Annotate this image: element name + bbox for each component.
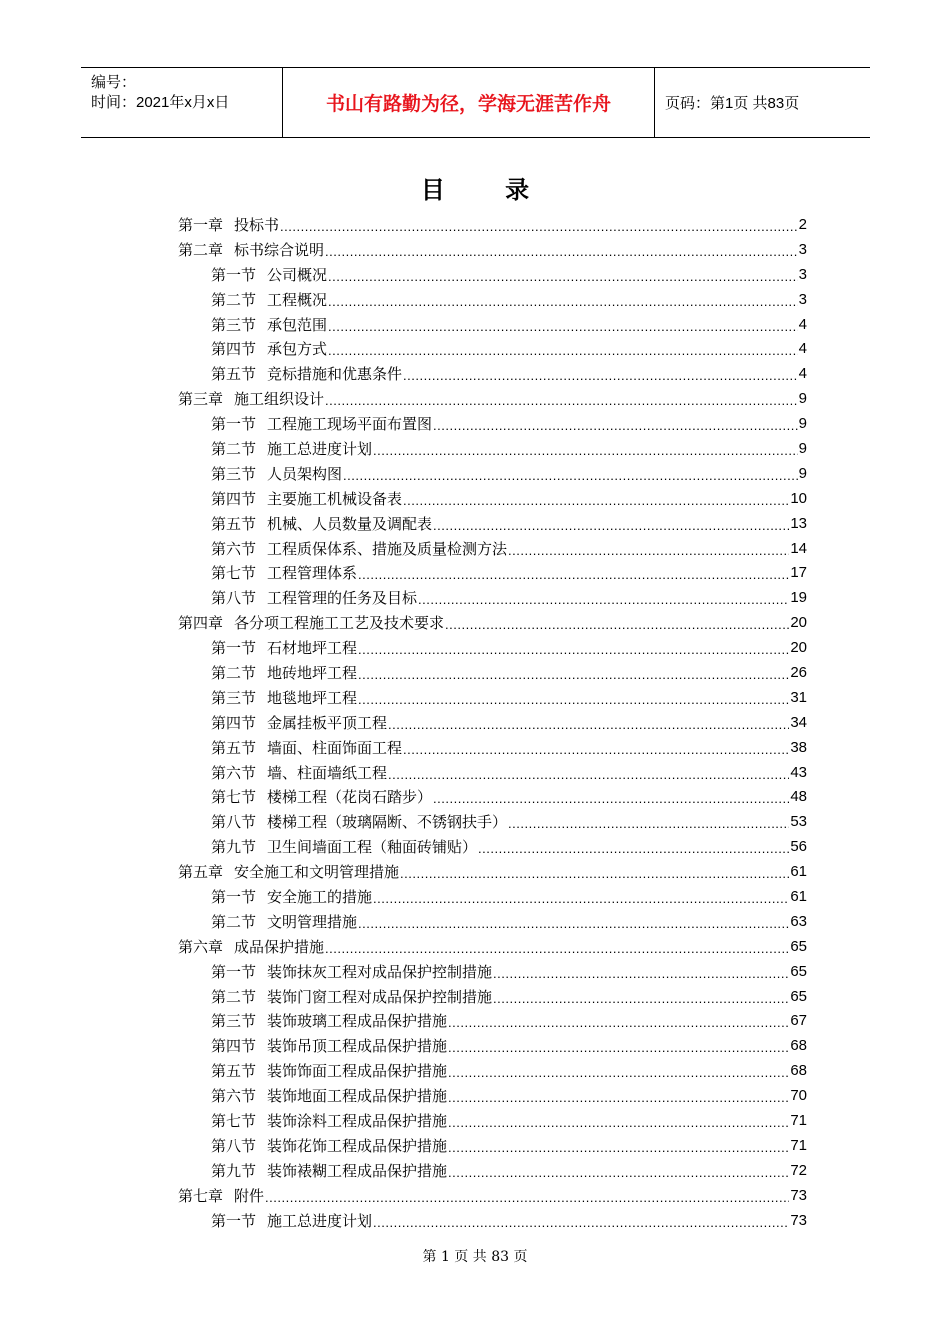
toc-section-entry[interactable] [178, 536, 807, 561]
toc-entry-page: 65 [790, 937, 807, 955]
toc-leader-dots [358, 692, 789, 707]
toc-entry-number: 第九节 [211, 838, 257, 857]
toc-leader-dots [478, 841, 789, 856]
toc-entry-title: 标书综合说明 [234, 240, 325, 259]
toc-entry-page: 17 [790, 564, 807, 582]
toc-leader-dots [328, 294, 798, 309]
toc-chapter-entry[interactable] [178, 237, 807, 262]
toc-entry-page: 68 [790, 1062, 807, 1080]
toc-entry-number: 第二节 [211, 912, 257, 931]
toc-leader-dots [325, 244, 798, 259]
toc-section-entry[interactable] [178, 585, 807, 610]
toc-section-entry[interactable] [178, 511, 807, 536]
time-label: 时间：2021年x月x日 [91, 94, 230, 111]
toc-entry-page: 9 [798, 415, 807, 433]
toc-section-entry[interactable] [178, 1033, 807, 1058]
toc-entry-page: 10 [790, 489, 807, 507]
toc-leader-dots [418, 592, 789, 607]
toc-entry-page: 9 [798, 464, 807, 482]
toc-entry-page: 2 [798, 215, 807, 233]
toc-leader-dots [448, 1090, 789, 1105]
toc-entry-title: 施工组织设计 [234, 390, 325, 409]
toc-leader-dots [448, 1040, 789, 1055]
toc-section-entry[interactable] [178, 760, 807, 785]
toc-entry-number: 第七节 [211, 1112, 257, 1130]
toc-entry-page: 73 [790, 1186, 807, 1204]
toc-entry-number: 第三节 [211, 1012, 257, 1031]
toc-entry-number: 第六节 [211, 763, 257, 782]
toc-section-entry[interactable] [178, 336, 807, 361]
header-page-label: 页码：第1页 共83页 [665, 95, 800, 112]
toc-entry-page: 63 [790, 912, 807, 930]
toc-entry-page: 71 [790, 1112, 807, 1129]
toc-entry-page: 3 [798, 290, 807, 308]
toc-entry-number: 第七节 [211, 788, 257, 807]
toc-entry-page: 4 [798, 315, 807, 333]
toc-section-entry[interactable] [178, 959, 807, 984]
toc-entry-title: 墙面、柱面饰面工程 [267, 738, 403, 757]
toc-entry-title: 承包范围 [267, 315, 328, 334]
toc-entry-title: 装饰涂料工程成品保护措施 [267, 1112, 448, 1130]
toc-entry-title: 施工总进度计划 [267, 1211, 373, 1230]
toc-entry-page: 34 [790, 713, 807, 731]
toc-entry-number: 第二章 [178, 240, 224, 259]
toc-section-entry[interactable] [178, 710, 807, 735]
toc-entry-page: 9 [798, 439, 807, 457]
toc-leader-dots [373, 891, 789, 906]
toc-entry-page: 31 [790, 688, 807, 706]
toc-entry-number: 第一节 [211, 639, 257, 658]
toc-entry-number: 第九节 [211, 1161, 257, 1180]
toc-entry-number: 第一节 [211, 1211, 257, 1230]
toc-entry-page: 72 [790, 1161, 807, 1179]
toc-section-entry[interactable] [178, 312, 807, 337]
toc-entry-page: 68 [790, 1037, 807, 1055]
toc-leader-dots [373, 443, 798, 458]
toc-entry-number: 第二节 [211, 663, 257, 682]
toc-section-entry[interactable] [178, 560, 807, 585]
toc-section-entry[interactable] [178, 262, 807, 287]
toc-section-entry[interactable] [178, 1083, 807, 1108]
toc-section-entry[interactable] [178, 1009, 807, 1034]
toc-entry-number: 第四节 [211, 489, 257, 508]
toc-leader-dots [508, 816, 789, 831]
page-title: 目 录 [420, 176, 556, 204]
toc-section-entry[interactable] [178, 809, 807, 834]
toc-leader-dots [445, 617, 789, 632]
toc-leader-dots [373, 1215, 789, 1230]
toc-leader-dots [508, 543, 789, 558]
toc-entry-title: 墙、柱面墙纸工程 [267, 763, 388, 782]
toc-entry-title: 人员架构图 [267, 464, 343, 483]
toc-entry-title: 工程质保体系、措施及质量检测方法 [267, 539, 508, 558]
header-motto: 书山有路勤为径，学海无涯苦作舟 [282, 68, 655, 137]
toc-entry-number: 第二节 [211, 290, 257, 309]
toc-leader-dots [358, 667, 789, 682]
toc-section-entry[interactable] [178, 984, 807, 1009]
toc-entry-number: 第五节 [211, 514, 257, 533]
toc-entry-title: 金属挂板平顶工程 [267, 713, 388, 732]
toc-chapter-entry[interactable] [178, 610, 807, 635]
toc-leader-dots [358, 642, 789, 657]
toc-entry-page: 9 [798, 390, 807, 408]
toc-entry-title: 装饰地面工程成品保护措施 [267, 1087, 448, 1106]
toc-entry-page: 4 [798, 365, 807, 383]
toc-leader-dots [325, 393, 798, 408]
toc-leader-dots [358, 916, 789, 931]
toc-entry-title: 安全施工和文明管理措施 [234, 863, 400, 882]
toc-chapter-entry[interactable] [178, 1183, 807, 1208]
toc-leader-dots [328, 269, 798, 284]
toc-section-entry[interactable] [178, 1058, 807, 1083]
toc-section-entry[interactable] [178, 436, 807, 461]
toc-entry-title: 成品保护措施 [234, 937, 325, 956]
toc-section-entry[interactable] [178, 1208, 807, 1233]
toc-entry-title: 楼梯工程（玻璃隔断、不锈钢扶手） [267, 813, 508, 832]
toc-leader-dots [493, 991, 789, 1006]
toc-entry-page: 73 [790, 1211, 807, 1229]
toc-entry-page: 48 [790, 788, 807, 806]
toc-section-entry[interactable] [178, 411, 807, 436]
toc-entry-number: 第一节 [211, 415, 257, 434]
toc-entry-number: 第三节 [211, 464, 257, 483]
toc-leader-dots [403, 368, 798, 383]
toc-chapter-entry[interactable] [178, 212, 807, 237]
toc-leader-dots [433, 518, 789, 533]
toc-entry-title: 地砖地坪工程 [267, 663, 358, 682]
toc-section-entry[interactable] [178, 784, 807, 809]
toc-entry-number: 第六节 [211, 539, 257, 558]
toc-entry-title: 文明管理措施 [267, 912, 358, 931]
toc-entry-title: 竞标措施和优惠条件 [267, 365, 403, 384]
toc-section-entry[interactable] [178, 361, 807, 386]
toc-entry-number: 第八节 [211, 1136, 257, 1155]
toc-entry-title: 工程管理体系 [267, 564, 358, 583]
toc-entry-title: 附件 [234, 1186, 265, 1205]
toc-entry-page: 65 [790, 987, 807, 1005]
toc-entry-title: 工程概况 [267, 290, 328, 309]
toc-leader-dots [433, 791, 789, 806]
toc-entry-title: 装饰吊顶工程成品保护措施 [267, 1037, 448, 1056]
toc-entry-title: 施工总进度计划 [267, 439, 373, 458]
toc-entry-title: 承包方式 [267, 340, 328, 359]
toc-entry-number: 第四节 [211, 1037, 257, 1056]
toc-leader-dots [448, 1165, 789, 1180]
toc-leader-dots [388, 717, 789, 732]
toc-entry-title: 机械、人员数量及调配表 [267, 514, 433, 533]
toc-entry-number: 第三节 [211, 315, 257, 334]
toc-entry-title: 楼梯工程（花岗石踏步） [267, 788, 433, 807]
toc-entry-number: 第二节 [211, 987, 257, 1006]
toc-section-entry[interactable] [178, 660, 807, 685]
toc-entry-number: 第五节 [211, 738, 257, 757]
toc-entry-page: 14 [790, 539, 807, 557]
toc-entry-number: 第三章 [178, 390, 224, 409]
toc-entry-number: 第一节 [211, 887, 257, 906]
toc-entry-page: 56 [790, 838, 807, 856]
toc-leader-dots [280, 219, 798, 234]
toc-entry-page: 26 [790, 663, 807, 681]
toc-leader-dots [328, 343, 798, 358]
toc-entry-title: 地毯地坪工程 [267, 688, 358, 707]
toc-leader-dots [403, 493, 789, 508]
toc-entry-number: 第四节 [211, 340, 257, 359]
toc-entry-title: 装饰花饰工程成品保护措施 [267, 1136, 448, 1155]
toc-chapter-entry[interactable] [178, 386, 807, 411]
toc-entry-number: 第七节 [211, 564, 257, 583]
toc-entry-page: 4 [798, 340, 807, 358]
toc-entry-number: 第四章 [178, 614, 224, 633]
table-of-contents [178, 212, 807, 1233]
toc-leader-dots [448, 1065, 789, 1080]
toc-entry-number: 第一节 [211, 265, 257, 284]
toc-section-entry[interactable] [178, 461, 807, 486]
toc-section-entry[interactable] [178, 287, 807, 312]
toc-entry-page: 19 [790, 589, 807, 607]
toc-section-entry[interactable] [178, 486, 807, 511]
toc-entry-number: 第五章 [178, 863, 224, 882]
toc-entry-number: 第一节 [211, 962, 257, 981]
toc-entry-page: 38 [790, 738, 807, 756]
toc-entry-title: 公司概况 [267, 265, 328, 284]
toc-leader-dots [325, 941, 789, 956]
toc-entry-title: 装饰玻璃工程成品保护措施 [267, 1012, 448, 1031]
toc-entry-title: 装饰饰面工程成品保护措施 [267, 1062, 448, 1081]
toc-leader-dots [388, 767, 789, 782]
toc-entry-number: 第一章 [178, 215, 224, 234]
toc-entry-title: 工程管理的任务及目标 [267, 589, 418, 608]
toc-entry-page: 65 [790, 962, 807, 980]
page-header [81, 67, 870, 138]
toc-leader-dots [433, 418, 798, 433]
toc-entry-page: 3 [798, 265, 807, 283]
toc-entry-number: 第三节 [211, 688, 257, 707]
toc-entry-page: 43 [790, 763, 807, 781]
toc-entry-page: 53 [790, 813, 807, 831]
toc-entry-number: 第五节 [211, 365, 257, 384]
toc-leader-dots [403, 742, 789, 757]
toc-entry-number: 第六节 [211, 1087, 257, 1106]
toc-section-entry[interactable] [178, 1133, 807, 1158]
toc-leader-dots [343, 468, 798, 483]
toc-leader-dots [400, 866, 789, 881]
toc-entry-page: 71 [790, 1136, 807, 1154]
toc-leader-dots [328, 319, 798, 334]
toc-entry-page: 20 [790, 614, 807, 632]
toc-entry-title: 装饰门窗工程对成品保护控制措施 [267, 987, 493, 1006]
toc-section-entry[interactable] [178, 834, 807, 859]
toc-entry-number: 第六章 [178, 937, 224, 956]
toc-entry-page: 61 [790, 887, 807, 905]
toc-entry-page: 20 [790, 639, 807, 657]
toc-leader-dots [265, 1190, 789, 1205]
toc-leader-dots [448, 1015, 789, 1030]
toc-section-entry[interactable] [178, 735, 807, 760]
toc-entry-title: 主要施工机械设备表 [267, 489, 403, 508]
toc-entry-title: 装饰抹灰工程对成品保护控制措施 [267, 962, 493, 981]
toc-section-entry[interactable] [178, 909, 807, 934]
toc-entry-title: 安全施工的措施 [267, 887, 373, 906]
page-footer: 第 1 页 共 83 页 [422, 1249, 528, 1265]
toc-chapter-entry[interactable] [178, 859, 807, 884]
toc-entry-title: 工程施工现场平面布置图 [267, 415, 433, 434]
toc-leader-dots [358, 567, 789, 582]
code-label: 编号： [91, 74, 137, 91]
toc-entry-title: 各分项工程施工工艺及技术要求 [234, 614, 445, 633]
toc-entry-page: 61 [790, 863, 807, 881]
toc-section-entry[interactable] [178, 1158, 807, 1183]
toc-entry-number: 第七章 [178, 1186, 224, 1205]
toc-entry-page: 3 [798, 240, 807, 258]
toc-entry-title: 石材地坪工程 [267, 639, 358, 658]
toc-entry-title: 装饰裱糊工程成品保护措施 [267, 1161, 448, 1180]
toc-chapter-entry[interactable] [178, 934, 807, 959]
toc-section-entry[interactable] [178, 685, 807, 710]
toc-entry-page: 13 [790, 514, 807, 532]
toc-leader-dots [493, 966, 789, 981]
toc-entry-page: 70 [790, 1087, 807, 1105]
toc-entry-title: 投标书 [234, 215, 280, 234]
toc-entry-title: 卫生间墙面工程（釉面砖铺贴） [267, 838, 478, 857]
toc-leader-dots [448, 1140, 789, 1155]
toc-entry-page: 67 [790, 1012, 807, 1030]
toc-entry-number: 第二节 [211, 439, 257, 458]
toc-entry-number: 第五节 [211, 1062, 257, 1081]
toc-entry-number: 第八节 [211, 813, 257, 832]
toc-entry-number: 第八节 [211, 589, 257, 608]
header-meta [81, 68, 282, 137]
toc-section-entry[interactable] [178, 635, 807, 660]
toc-entry-number: 第四节 [211, 713, 257, 732]
toc-leader-dots [448, 1115, 789, 1130]
toc-section-entry[interactable] [178, 1108, 807, 1133]
toc-section-entry[interactable] [178, 884, 807, 909]
